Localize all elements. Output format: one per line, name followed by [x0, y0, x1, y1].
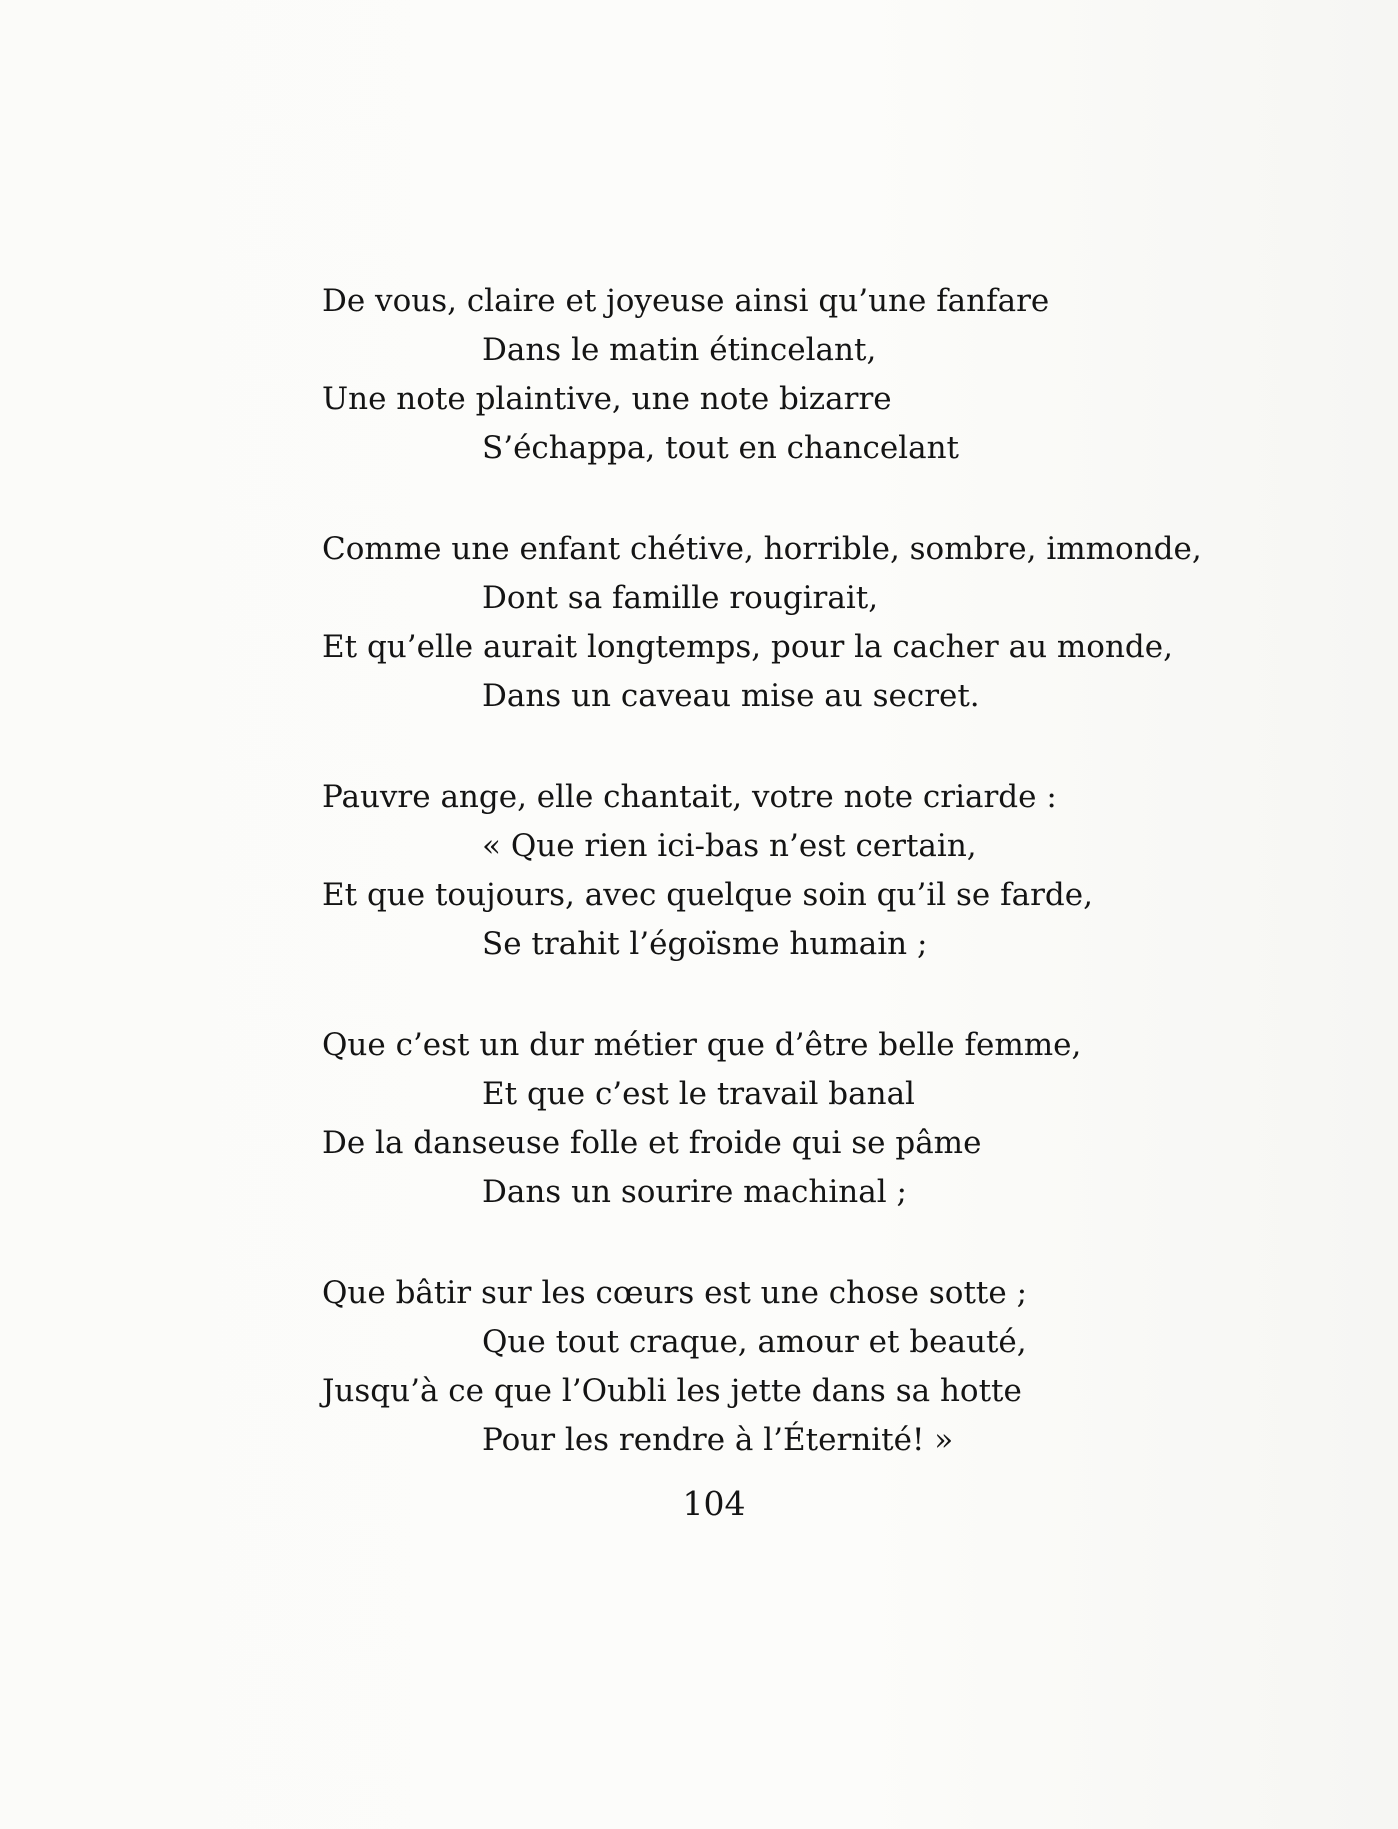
verse-line: Que bâtir sur les cœurs est une chose sotte ;	[322, 1275, 1028, 1311]
verse-line-indented: Dans un sourire machinal ;	[482, 1174, 907, 1210]
poem	[322, 277, 1222, 1517]
verse-line: Comme une enfant chétive, horrible, sombre, immonde,	[322, 531, 1202, 567]
stanza-3	[322, 773, 1222, 969]
verse-line-indented: Que tout craque, amour et beauté,	[482, 1324, 1027, 1360]
verse-line: Que c’est un dur métier que d’être belle femme,	[322, 1027, 1082, 1063]
stanza-1	[322, 277, 1222, 473]
verse-line-indented: S’échappa, tout en chancelant	[482, 430, 959, 466]
verse-line: Une note plaintive, une note bizarre	[322, 381, 892, 417]
verse-line-indented: Dans un caveau mise au secret.	[482, 678, 980, 714]
verse-line: De vous, claire et joyeuse ainsi qu’une fanfare	[322, 283, 1050, 319]
verse-line-indented: Et que c’est le travail banal	[482, 1076, 915, 1112]
verse-line-indented: Se trahit l’égoïsme humain ;	[482, 926, 928, 962]
verse-line-indented: « Que rien ici-bas n’est certain,	[482, 828, 977, 864]
verse-line-indented: Dont sa famille rougirait,	[482, 580, 879, 616]
stanza-5	[322, 1269, 1222, 1465]
stanza-2	[322, 525, 1222, 721]
verse-line: Jusqu’à ce que l’Oubli les jette dans sa hotte	[322, 1373, 1022, 1409]
verse-line: De la danseuse folle et froide qui se pâme	[322, 1125, 982, 1161]
verse-line: Pauvre ange, elle chantait, votre note criarde :	[322, 779, 1057, 815]
stanza-4	[322, 1021, 1222, 1217]
verse-line: Et qu’elle aurait longtemps, pour la cacher au monde,	[322, 629, 1173, 665]
verse-line-indented: Dans le matin étincelant,	[482, 332, 877, 368]
verse-line-indented: Pour les rendre à l’Éternité! »	[482, 1422, 954, 1458]
verse-line: Et que toujours, avec quelque soin qu’il se farde,	[322, 877, 1093, 913]
page-number: 104	[682, 1484, 746, 1523]
